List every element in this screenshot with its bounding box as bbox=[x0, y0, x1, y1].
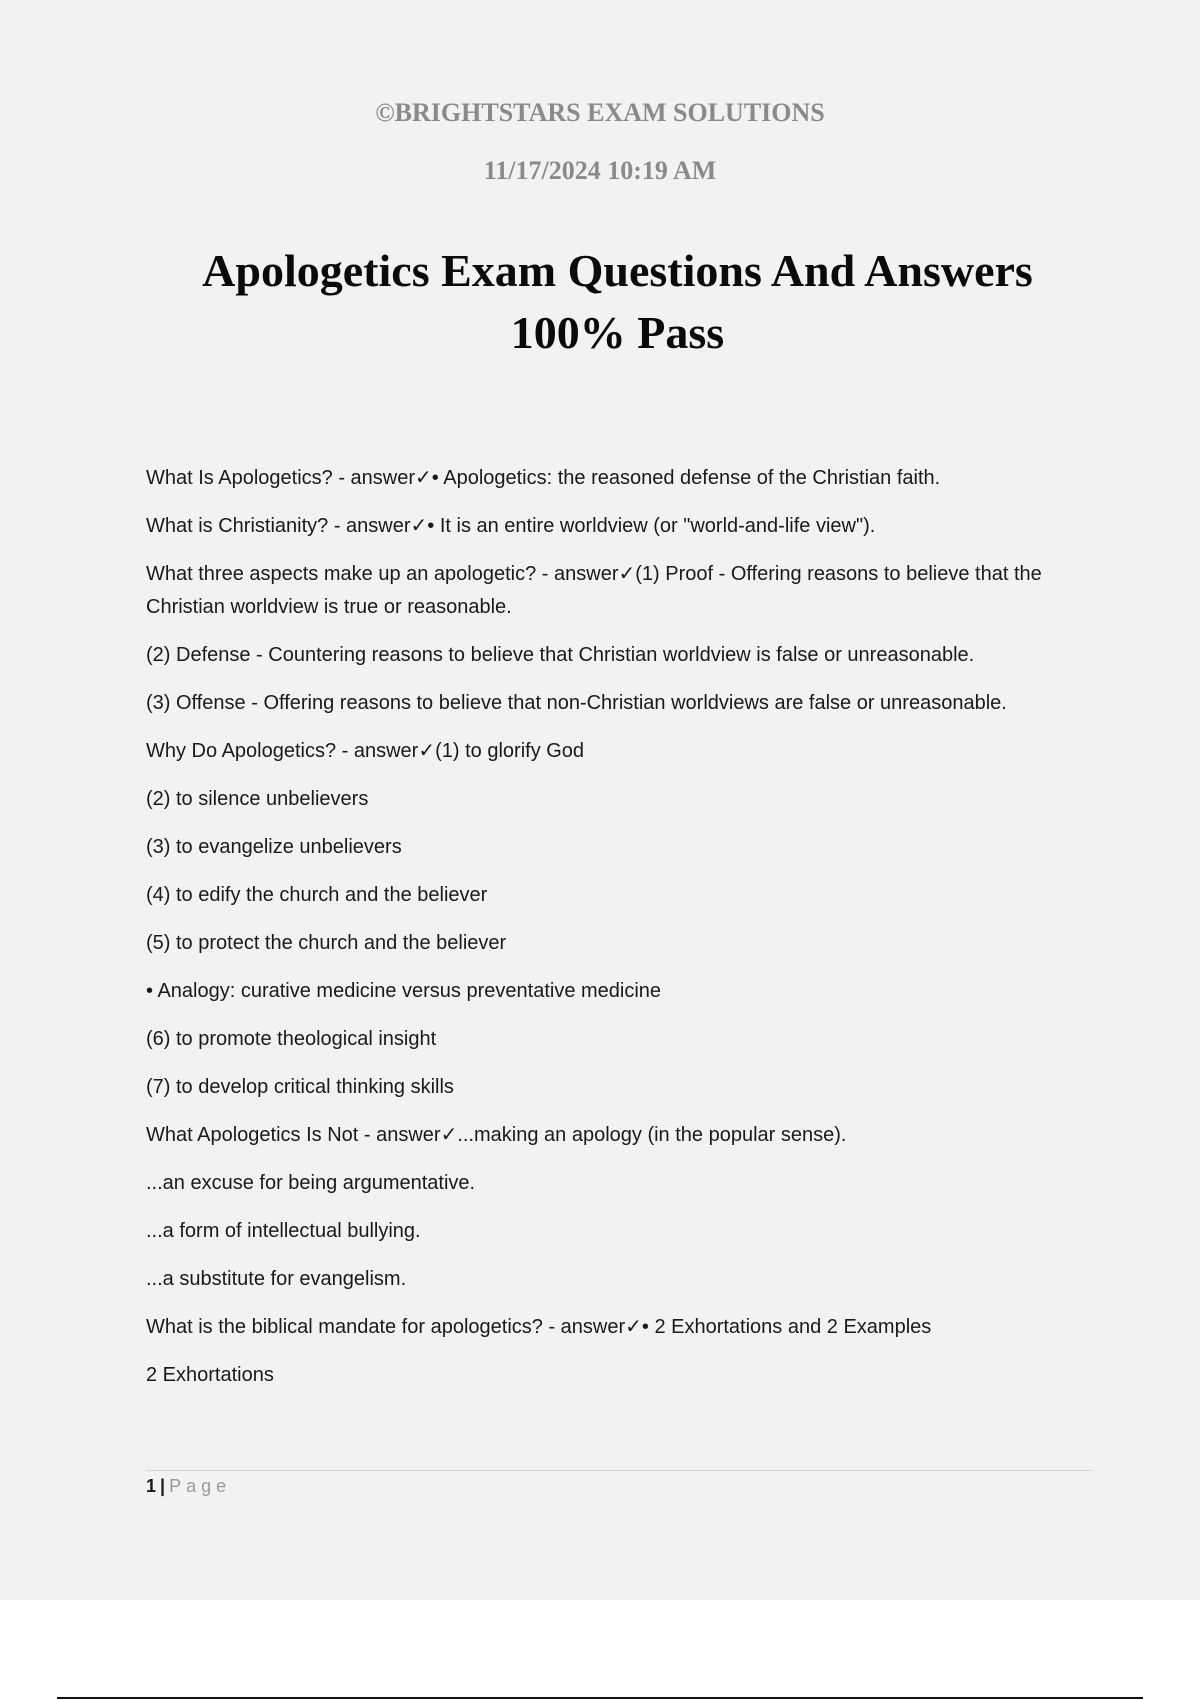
page-separator: | bbox=[160, 1476, 166, 1496]
bottom-divider bbox=[57, 1697, 1143, 1699]
paragraph: (3) to evangelize unbelievers bbox=[146, 836, 402, 858]
document-title-line-1: Apologetics Exam Questions And Answers bbox=[202, 245, 1033, 296]
paragraph: (5) to protect the church and the believer bbox=[146, 932, 507, 954]
paragraph: Why Do Apologetics? - answer✓(1) to glorify God bbox=[146, 740, 585, 762]
paragraph: (3) Offense - Offering reasons to believe that non-Christian worldviews are false or unreasonable. bbox=[146, 692, 1007, 714]
paragraph: (4) to edify the church and the believer bbox=[146, 884, 488, 906]
paragraph: • Analogy: curative medicine versus preventative medicine bbox=[146, 980, 662, 1002]
page-footer bbox=[146, 1474, 231, 1498]
paragraph: ...an excuse for being argumentative. bbox=[146, 1172, 476, 1194]
document-title bbox=[100, 240, 1135, 364]
paragraph: (7) to develop critical thinking skills bbox=[146, 1076, 454, 1098]
paragraph: What Is Apologetics? - answer✓• Apologetics: the reasoned defense of the Christian faith. bbox=[146, 467, 941, 489]
paragraph: ...a form of intellectual bullying. bbox=[146, 1220, 421, 1242]
paragraph: What is the biblical mandate for apologetics? - answer✓• 2 Exhortations and 2 Examples bbox=[146, 1316, 932, 1338]
header-brand: ©BRIGHTSTARS EXAM SOLUTIONS bbox=[375, 98, 825, 127]
paragraph: ...a substitute for evangelism. bbox=[146, 1268, 407, 1290]
page-number: 1 bbox=[146, 1476, 157, 1496]
document-body bbox=[146, 462, 1076, 1407]
paragraph: What Apologetics Is Not - answer✓...making an apology (in the popular sense). bbox=[146, 1124, 847, 1146]
paragraph: (2) Defense - Countering reasons to believe that Christian worldview is false or unreasonable. bbox=[146, 644, 975, 666]
paragraph: (2) to silence unbelievers bbox=[146, 788, 369, 810]
paragraph: What is Christianity? - answer✓• It is an entire worldview (or "world-and-life view"). bbox=[146, 515, 876, 537]
document-title-line-2: 100% Pass bbox=[510, 307, 725, 358]
page-label: Page bbox=[169, 1476, 232, 1496]
header-datetime: 11/17/2024 10:19 AM bbox=[483, 156, 717, 185]
paragraph: (6) to promote theological insight bbox=[146, 1028, 437, 1050]
footer-divider bbox=[146, 1470, 1092, 1471]
paragraph: What three aspects make up an apologetic? - answer✓(1) Proof - Offering reasons to believe that the Christian worldview is true or reasonable. bbox=[146, 563, 1042, 618]
paragraph: 2 Exhortations bbox=[146, 1364, 274, 1386]
